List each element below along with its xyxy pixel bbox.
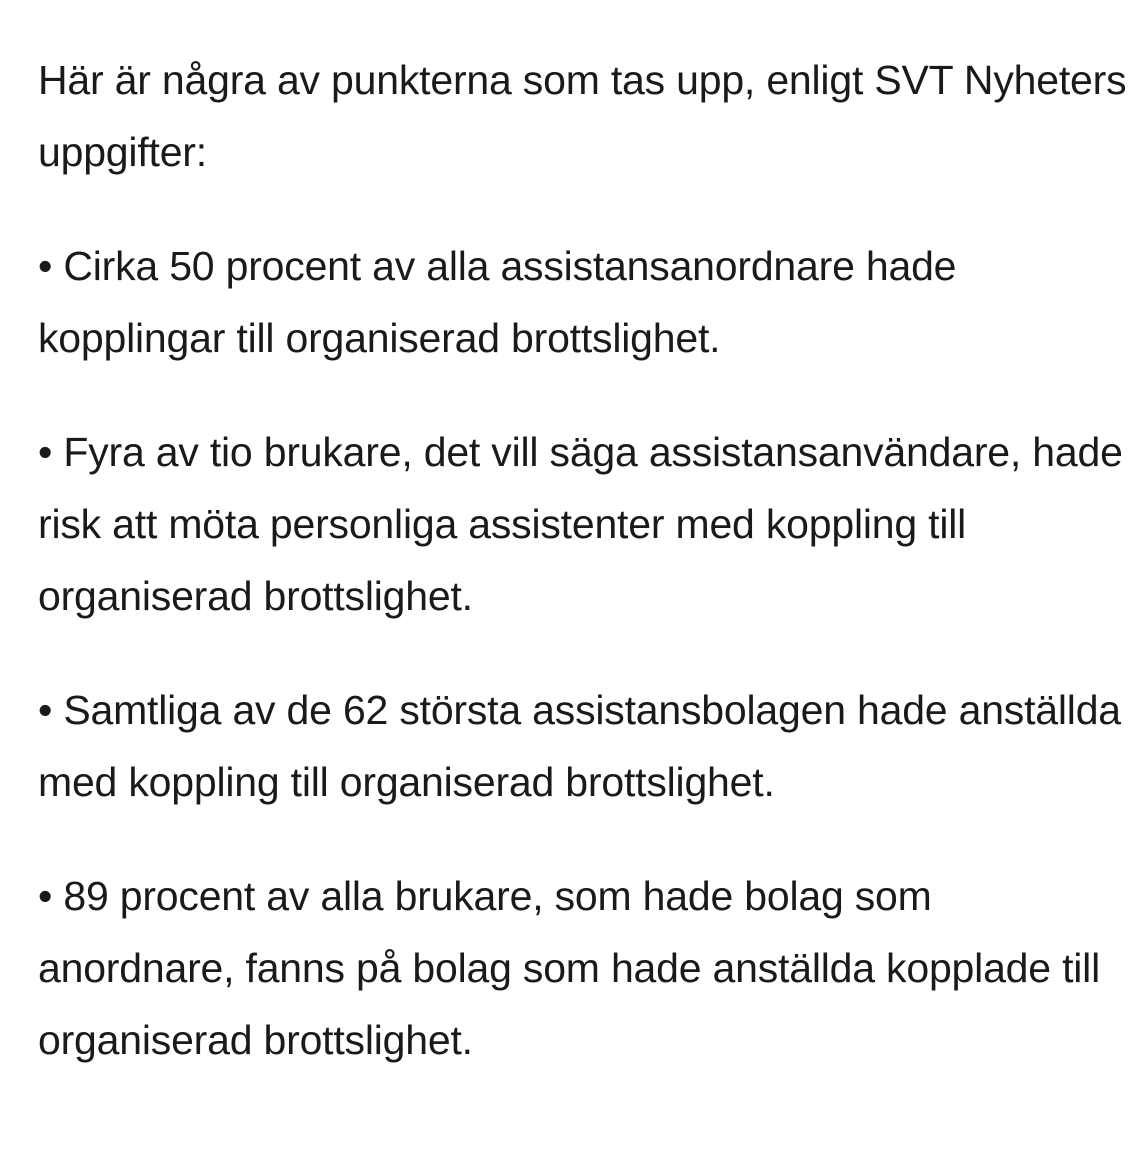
- bullet-item: • Cirka 50 procent av alla assistansanordnare hade kopplingar till organiserad brottslighet.: [38, 243, 957, 361]
- article-body: [38, 44, 1128, 1076]
- bullet-item: • 89 procent av alla brukare, som hade bolag som anordnare, fanns på bolag som hade anställda kopplade till organiserad brottslighet.: [38, 873, 1100, 1063]
- bullet-item: • Fyra av tio brukare, det vill säga assistansanvändare, hade risk att möta personliga assistenter med koppling till organiserad brottslighet.: [38, 429, 1123, 619]
- intro-paragraph: Här är några av punkterna som tas upp, enligt SVT Nyheters uppgifter:: [38, 57, 1127, 175]
- bullet-item: • Samtliga av de 62 största assistansbolagen hade anställda med koppling till organiserad brottslighet.: [38, 687, 1121, 805]
